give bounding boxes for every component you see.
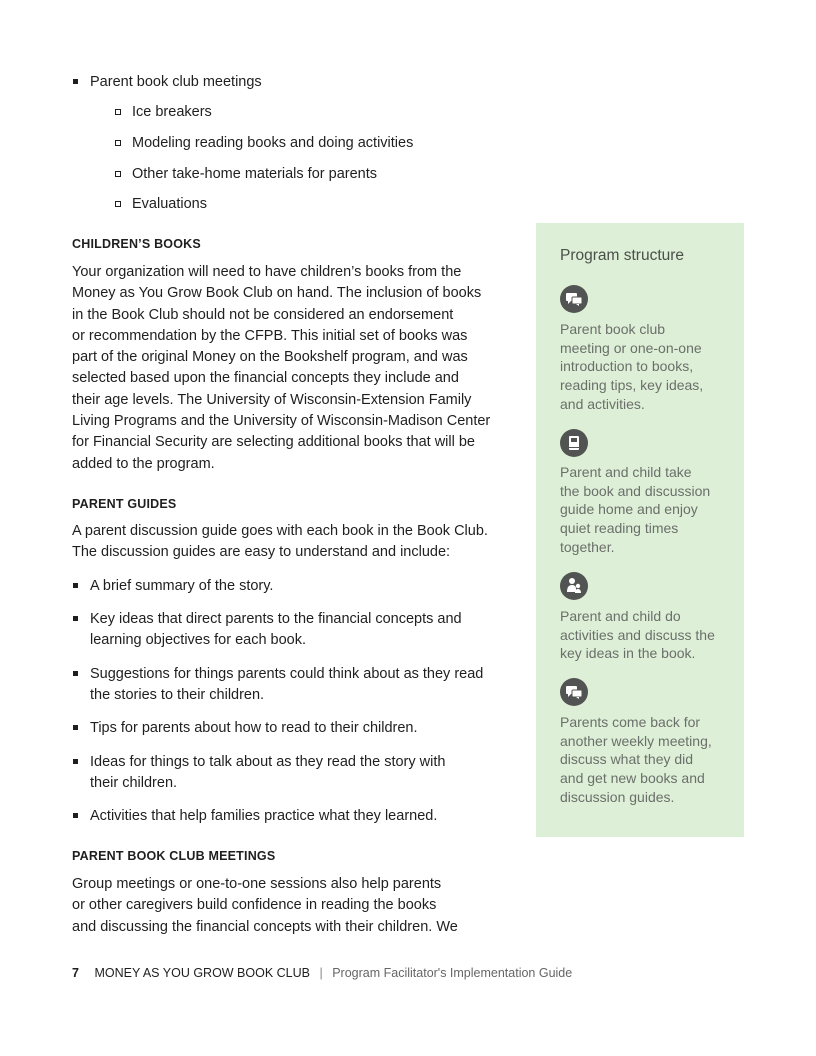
- sidebar-step-text: Parent book club meeting or one-on-one introduction to books, reading tips, key ideas, and activities.: [560, 321, 704, 412]
- sub-bullet-marker: [115, 201, 121, 207]
- bullet-marker: [73, 725, 78, 730]
- sidebar-step-text: Parent and child do activities and discuss the key ideas in the book.: [560, 608, 715, 662]
- sub-list-item: Evaluations: [132, 196, 207, 212]
- footer-title: MONEY AS YOU GROW BOOK CLUB: [94, 966, 310, 980]
- meetings-paragraph: Group meetings or one-to-one sessions also help parents or other caregivers build confidence in reading the books and discussing the financial concepts with their children. We: [72, 876, 458, 935]
- sidebar-step-text: Parents come back for another weekly meeting, discuss what they did and get new books and discussion guides.: [560, 714, 712, 805]
- page-footer: [72, 966, 572, 980]
- childrens-books-heading: CHILDREN’S BOOKS: [72, 237, 201, 251]
- footer-separator: |: [319, 966, 323, 980]
- book-icon: [560, 429, 588, 457]
- list-item: A brief summary of the story.: [90, 578, 274, 594]
- list-item: Tips for parents about how to read to their children.: [90, 720, 418, 736]
- parent-guides-intro: A parent discussion guide goes with each book in the Book Club. The discussion guides are easy to understand and include:: [72, 523, 488, 561]
- footer-subtitle: Program Facilitator's Implementation Guide: [332, 966, 573, 980]
- page-number: 7: [72, 966, 79, 980]
- list-item: Parent book club meetings: [90, 74, 262, 90]
- sidebar-step-text: Parent and child take the book and discussion guide home and enjoy quiet reading times together.: [560, 464, 711, 555]
- list-item: Activities that help families practice what they learned.: [90, 808, 438, 824]
- sub-list-item: Modeling reading books and doing activities: [132, 135, 414, 151]
- list-item: Key ideas that direct parents to the financial concepts and learning objectives for each book.: [90, 611, 462, 649]
- bullet-marker: [73, 759, 78, 764]
- chat-bubbles-icon: [560, 678, 588, 706]
- parent-guides-heading: PARENT GUIDES: [72, 497, 177, 511]
- bullet-marker: [73, 671, 78, 676]
- bullet-marker: [73, 616, 78, 621]
- sub-list-item: Ice breakers: [132, 104, 212, 120]
- sub-bullet-marker: [115, 109, 121, 115]
- parent-child-icon: [560, 572, 588, 600]
- sidebar-title: Program structure: [560, 247, 685, 264]
- meetings-heading: PARENT BOOK CLUB MEETINGS: [72, 849, 276, 863]
- list-item: Suggestions for things parents could think about as they read the stories to their children.: [90, 666, 484, 704]
- bullet-marker: [73, 813, 78, 818]
- childrens-books-paragraph: Your organization will need to have children’s books from the Money as You Grow Book Club on hand. The inclusion of books in the Book Club should not be considered an endorsement or recommendation by the CFPB. This initial set of books was part of the original Money on the Bookshelf program, and was selected based upon the financial concepts they include and their age levels. The University of Wisconsin-Extension Family Living Programs and the University of Wisconsin-Madison Center for Financial Security are selecting additional books that will be added to the program.: [72, 264, 491, 472]
- sub-bullet-marker: [115, 171, 121, 177]
- program-structure-sidebar: [536, 223, 744, 837]
- chat-bubbles-icon: [560, 285, 588, 313]
- sub-bullet-marker: [115, 140, 121, 146]
- bullet-marker: [73, 79, 78, 84]
- bullet-marker: [73, 583, 78, 588]
- list-item: Ideas for things to talk about as they read the story with their children.: [90, 754, 446, 792]
- sub-list-item: Other take-home materials for parents: [132, 166, 377, 182]
